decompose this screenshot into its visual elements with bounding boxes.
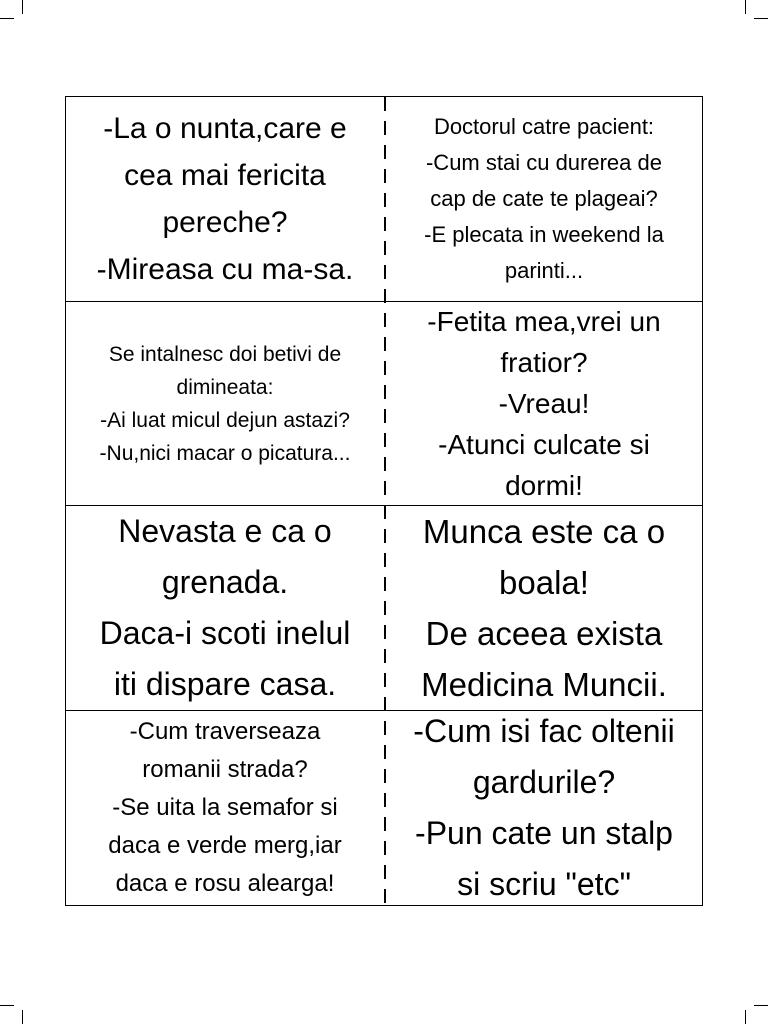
joke-card-crossing [66, 711, 384, 905]
joke-card-brother [386, 302, 702, 505]
crop-mark-top-right [745, 0, 746, 14]
joke-line: daca e verde merg,iar [108, 832, 342, 859]
joke-line: cap de cate te plageai? [430, 186, 658, 211]
joke-line: -Fetita mea,vrei un [427, 306, 661, 337]
joke-line: -Atunci culcate si [438, 429, 650, 460]
crop-mark-top-left [22, 0, 23, 14]
joke-line: boala! [499, 564, 589, 601]
joke-line: -Se uita la semafor si [112, 794, 338, 821]
joke-line: -Mireasa cu ma-sa. [96, 253, 354, 286]
joke-line: -Pun cate un stalp [415, 815, 673, 851]
joke-line: si scriu "etc" [457, 866, 631, 902]
crop-mark-bottom-left [0, 1005, 14, 1006]
joke-line: Se intalnesc doi betivi de [108, 342, 342, 366]
joke-line: -Vreau! [498, 388, 590, 419]
joke-line: dimineata: [176, 375, 274, 399]
joke-line: -La o nunta,care e [103, 112, 347, 145]
crop-mark-top-left [0, 18, 14, 19]
joke-card-work [386, 506, 702, 710]
joke-line: Doctorul catre pacient: [433, 114, 655, 139]
joke-line: romanii strada? [142, 756, 308, 783]
joke-line: dormi! [505, 470, 583, 501]
joke-line: iti dispare casa. [113, 666, 337, 702]
joke-line: Nevasta e ca o [118, 513, 332, 549]
joke-card-drunks [66, 302, 384, 505]
joke-line: parinti... [504, 258, 584, 283]
crop-mark-bottom-right [754, 1005, 768, 1006]
joke-line: gardurile? [472, 764, 616, 800]
joke-line: -Nu,nici macar o picatura... [99, 441, 351, 465]
joke-line: Daca-i scoti inelul [99, 615, 351, 651]
crop-mark-top-right [754, 18, 768, 19]
joke-line: -E plecata in weekend la [424, 222, 664, 247]
joke-line: grenada. [161, 564, 289, 600]
joke-line: -Cum isi fac oltenii [413, 713, 675, 749]
joke-card-doctor [386, 97, 702, 301]
joke-line: De aceea exista [425, 615, 663, 652]
joke-card-wedding [66, 97, 384, 301]
joke-line: cea mai fericita [124, 159, 326, 192]
joke-card-grenade [66, 506, 384, 710]
joke-line: -Cum traverseaza [129, 718, 321, 745]
joke-card-grid [65, 96, 703, 906]
joke-line: Medicina Muncii. [421, 666, 667, 703]
crop-mark-bottom-right [745, 1010, 746, 1024]
joke-line: daca e rosu alearga! [115, 870, 335, 897]
joke-line: -Ai luat micul dejun astazi? [100, 408, 350, 432]
joke-card-fences [386, 711, 702, 905]
joke-line: -Cum stai cu durerea de [425, 150, 662, 175]
joke-line: Munca este ca o [422, 513, 666, 550]
joke-line: fratior? [500, 347, 588, 378]
crop-mark-bottom-left [22, 1010, 23, 1024]
joke-line: pereche? [162, 206, 288, 239]
